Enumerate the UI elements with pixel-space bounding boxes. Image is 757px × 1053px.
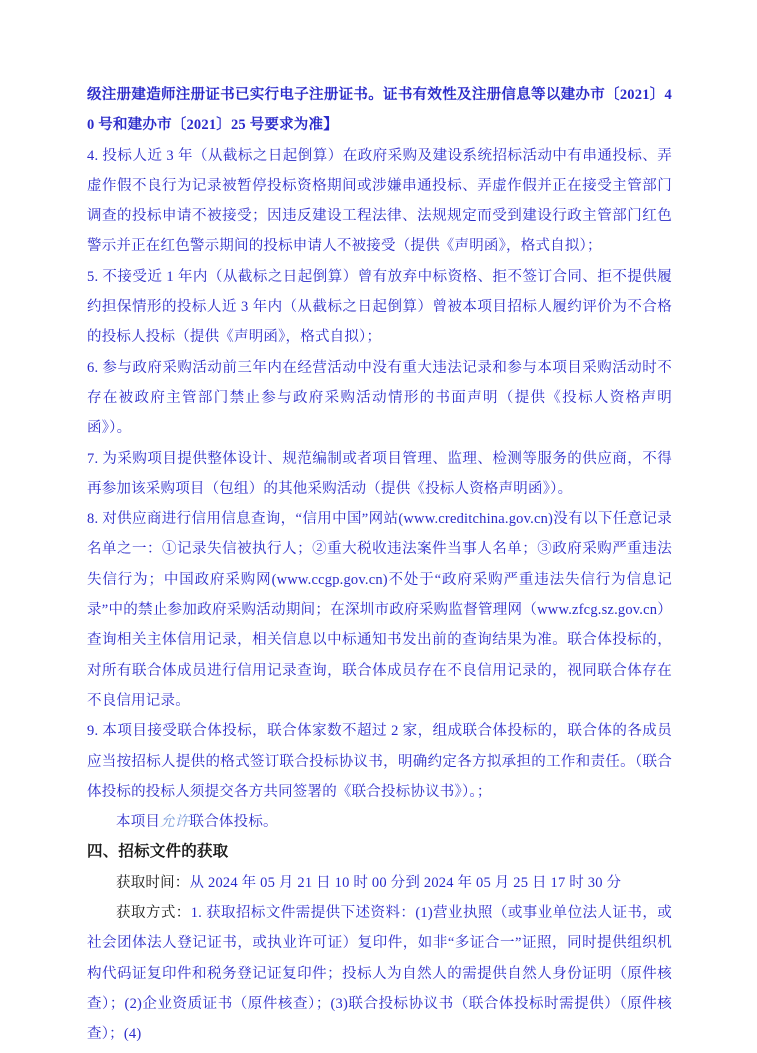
- paragraph-qualification-item-4: 4. 投标人近 3 年（从截标之日起倒算）在政府采购及建设系统招标活动中有串通投标、弄虚作假不良行为记录被暂停投标资格期间或涉嫌串通投标、弄虚作假并正在接受主管部门调查的投标申请不被接受；因违反建设工程法律、法规规定而受到建设行政主管部门红色警示并正在红色警示期间的投标申请人不被接受（提供《声明函》，格式自拟）；: [87, 147, 672, 255]
- acquisition-time-value: 从 2024 年 05 月 21 日 10 时 00 分到 2024 年 05 月 25 日 17 时 30 分: [189, 874, 622, 891]
- paragraph-acquisition-time: [87, 868, 672, 898]
- paragraph-acquisition-method: [87, 898, 672, 1049]
- acquisition-method-value: 1. 获取招标文件需提供下述资料：(1)营业执照（或事业单位法人证书，或社会团体法人登记证书，或执业许可证）复印件，如非“多证合一”证照，同时提供组织机构代码证复印件和税务登记证复印件；投标人为自然人的需提供自然人身份证明（原件核查）；(2)企业资质证书（原件核查）；(3)联合投标协议书（联合体投标时需提供）（原件核查）；(4): [87, 905, 672, 1043]
- paragraph-certificate-note-continuation: 级注册建造师注册证书已实行电子注册证书。证书有效性及注册信息等以建办市〔2021〕40 号和建办市〔2021〕25 号要求为准】: [87, 87, 672, 134]
- paragraph-joint-venture-note: [87, 807, 672, 837]
- acquisition-time-label: 获取时间：: [116, 874, 190, 891]
- joint-venture-note-prefix: 本项目: [116, 814, 161, 831]
- paragraph-qualification-item-5: 5. 不接受近 1 年内（从截标之日起倒算）曾有放弃中标资格、拒不签订合同、拒不提供履约担保情形的投标人近 3 年内（从截标之日起倒算）曾被本项目招标人履约评价为不合格的投标人投标（提供《声明函》，格式自拟）；: [87, 268, 672, 346]
- paragraph-qualification-item-6: 6. 参与政府采购活动前三年内在经营活动中没有重大违法记录和参与本项目采购活动时不存在被政府主管部门禁止参与政府采购活动情形的书面声明（提供《投标人资格声明函》）。: [87, 359, 672, 437]
- document-body: [87, 80, 672, 1050]
- joint-venture-note-emphasis: 允许: [160, 814, 190, 831]
- paragraph-qualification-item-9: 9. 本项目接受联合体投标，联合体家数不超过 2 家，组成联合体投标的，联合体的各成员应当按招标人提供的格式签订联合投标协议书，明确约定各方拟承担的工作和责任。（联合体投标的投标人须提交各方共同签署的《联合投标协议书》）。；: [87, 723, 672, 800]
- paragraph-qualification-item-8: 8. 对供应商进行信用信息查询，“信用中国”网站(www.creditchina.gov.cn)没有以下任意记录名单之一：①记录失信被执行人；②重大税收违法案件当事人名单；③政府采购严重违法失信行为；中国政府采购网(www.ccgp.gov.cn)不处于“政府采购严重违法失信行为信息记录”中的禁止参加政府采购活动期间；在深圳市政府采购监督管理网（www.zfcg.sz.gov.cn）查询相关主体信用记录，相关信息以中标通知书发出前的查询结果为准。联合体投标的，对所有联合体成员进行信用记录查询，联合体成员存在不良信用记录的，视同联合体存在不良信用记录。: [87, 511, 672, 709]
- paragraph-qualification-item-7: 7. 为采购项目提供整体设计、规范编制或者项目管理、监理、检测等服务的供应商，不得再参加该采购项目（包组）的其他采购活动（提供《投标人资格声明函》）。: [87, 450, 672, 497]
- section-heading-bid-document-acquisition: 四、招标文件的获取: [87, 843, 229, 861]
- joint-venture-note-suffix: 联合体投标。: [189, 814, 278, 831]
- acquisition-method-label: 获取方式：: [116, 905, 191, 922]
